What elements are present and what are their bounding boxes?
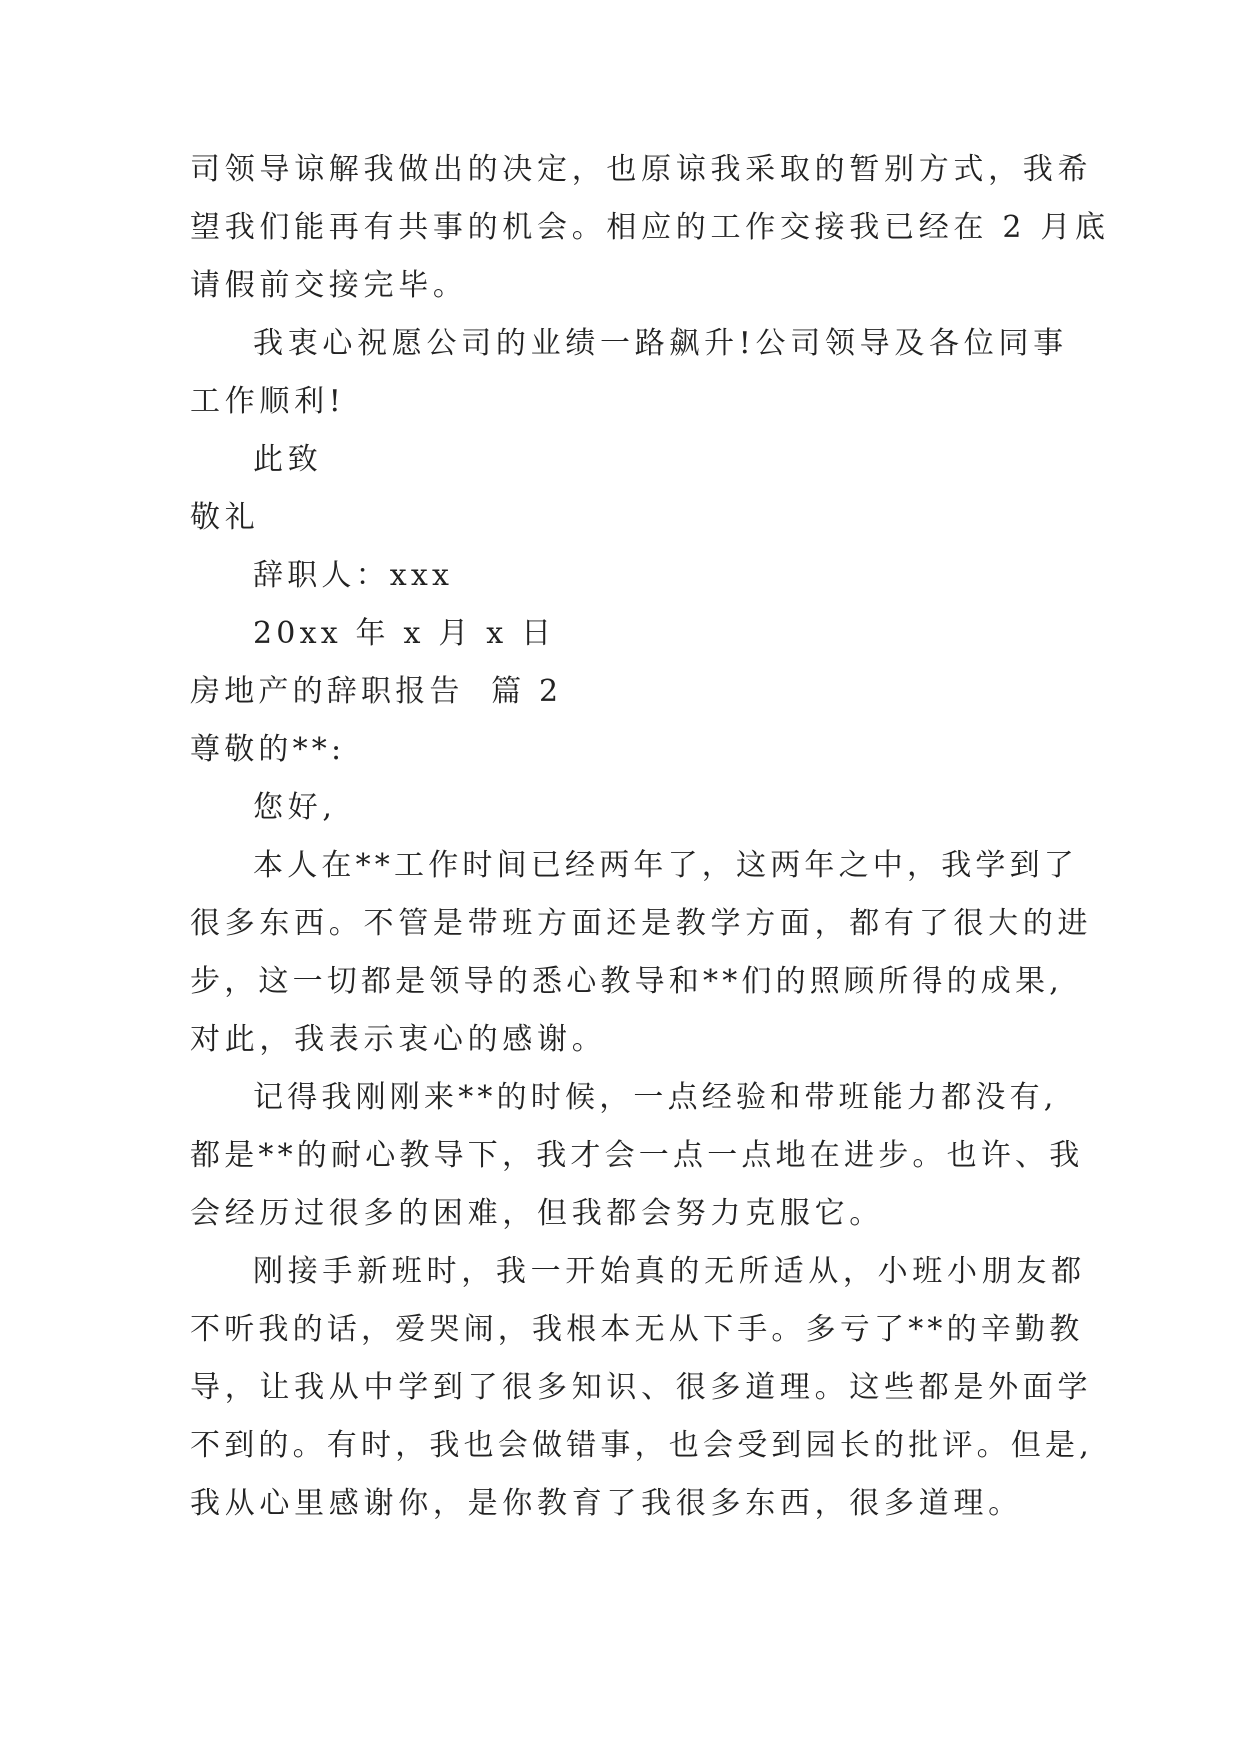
text-line: 导，让我从中学到了很多知识、很多道理。这些都是外面学 bbox=[190, 1370, 1093, 1405]
text-line: 本人在**工作时间已经两年了，这两年之中，我学到了 bbox=[253, 848, 1078, 883]
text-line: 我衷心祝愿公司的业绩一路飙升!公司领导及各位同事 bbox=[253, 326, 1068, 361]
text-line: 工作顺利! bbox=[190, 384, 346, 419]
text-line: 会经历过很多的困难，但我都会努力克服它。 bbox=[190, 1196, 884, 1231]
text-line: 司领导谅解我做出的决定，也原谅我采取的暂别方式，我希 bbox=[190, 152, 1093, 187]
text-line: 您好, bbox=[253, 790, 337, 825]
text-line: 步，这一切都是领导的悉心教导和**们的照顾所得的成果, bbox=[190, 964, 1063, 999]
signature-date: 20xx 年 x 月 x 日 bbox=[253, 616, 556, 651]
closing-salutation: 此致 bbox=[253, 442, 323, 477]
signature-name: 辞职人：xxx bbox=[253, 558, 454, 593]
section-title: 房地产的辞职报告 篇 2 bbox=[190, 674, 563, 709]
text-line: 请假前交接完毕。 bbox=[190, 268, 468, 303]
text-line: 不听我的话，爱哭闹，我根本无从下手。多亏了**的辛勤教 bbox=[190, 1312, 1084, 1347]
greeting: 尊敬的**: bbox=[190, 732, 346, 767]
text-line: 记得我刚刚来**的时候，一点经验和带班能力都没有, bbox=[253, 1080, 1058, 1115]
text-line: 很多东西。不管是带班方面还是教学方面，都有了很大的进 bbox=[190, 906, 1093, 941]
text-line: 不到的。有时，我也会做错事，也会受到园长的批评。但是, bbox=[190, 1428, 1093, 1463]
text-line: 对此，我表示衷心的感谢。 bbox=[190, 1022, 607, 1057]
text-line: 我从心里感谢你，是你教育了我很多东西，很多道理。 bbox=[190, 1486, 1023, 1521]
text-line: 都是**的耐心教导下，我才会一点一点地在进步。也许、我 bbox=[190, 1138, 1084, 1173]
text-line: 刚接手新班时，我一开始真的无所适从，小班小朋友都 bbox=[253, 1254, 1086, 1289]
closing-regards: 敬礼 bbox=[190, 500, 260, 535]
text-line: 望我们能再有共事的机会。相应的工作交接我已经在 2 月底 bbox=[190, 210, 1110, 245]
